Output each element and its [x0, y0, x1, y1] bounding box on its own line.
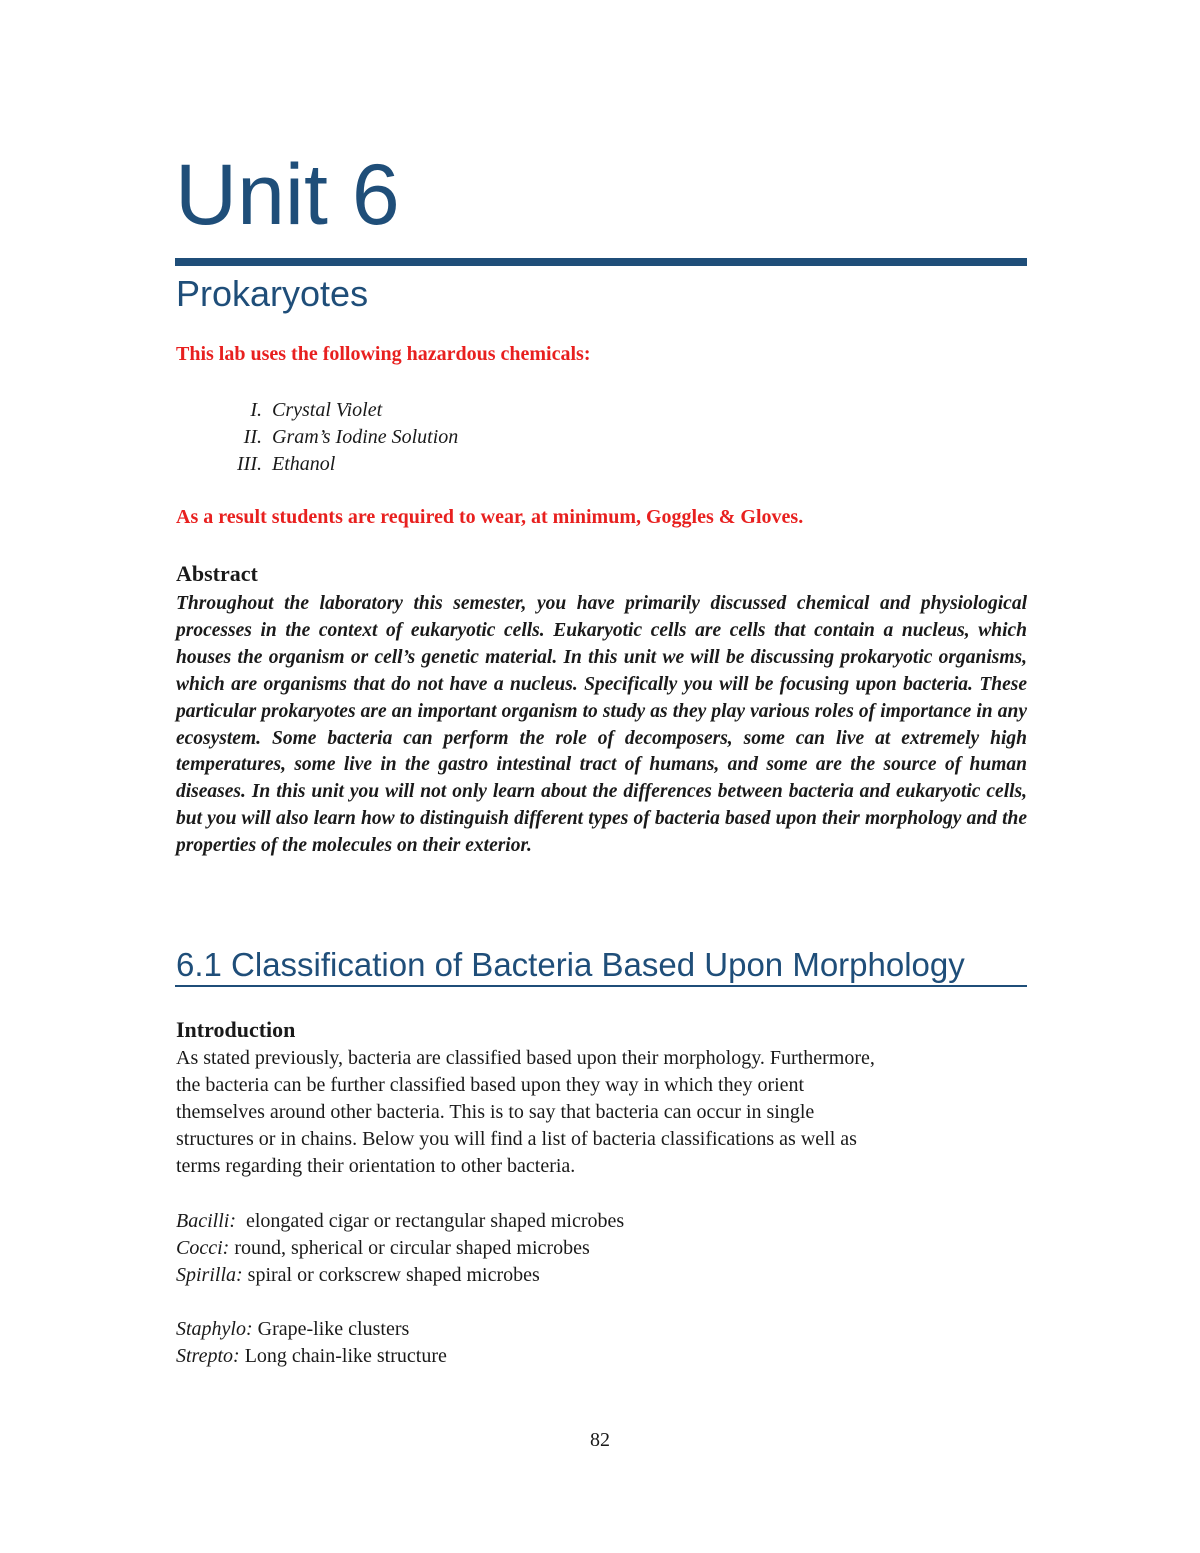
definition-term: Cocci:	[176, 1237, 230, 1259]
intro-line: structures or in chains. Below you will find a list of bacteria classifications as well as	[176, 1128, 857, 1150]
unit-title: Unit 6	[175, 147, 400, 243]
safety-requirement: As a result students are required to wear, at minimum, Goggles & Gloves.	[176, 506, 804, 528]
abstract-body: Throughout the laboratory this semester, you have primarily discussed chemical and physiological processes in the context of eukaryotic cells. Eukaryotic cells are cells that contain a nucleus, which houses the organism or cell’s genetic material. In this unit we will be discussing prokaryotic organisms, which are organisms that do not have a nucleus. Specifically you will be focusing upon bacteria. These particular prokaryotes are an important organism to study as they play various roles of importance in any ecosystem. Some bacteria can perform the role of decomposers, some can live at extremely high temperatures, some live in the gastro intestinal tract of humans, and some are the source of human diseases. In this unit you will not only learn about the differences between bacteria and eukaryotic cells, but you will also learn how to distinguish different types of bacteria based upon their morphology and the properties of the molecules on their exterior.	[176, 593, 1027, 857]
abstract-heading: Abstract	[176, 561, 258, 586]
list-item	[176, 397, 458, 424]
hazard-list	[176, 397, 458, 478]
list-numeral: II.	[243, 426, 262, 448]
arrangement-definitions	[176, 1316, 447, 1370]
definition-row	[176, 1235, 624, 1262]
definition-row	[176, 1316, 447, 1343]
definition-text: Long chain-like structure	[244, 1345, 447, 1367]
definition-text: spiral or corkscrew shaped microbes	[247, 1264, 540, 1286]
list-numeral: III.	[237, 453, 262, 475]
section-rule	[175, 985, 1027, 987]
chemical-name: Crystal Violet	[272, 399, 383, 421]
list-item	[176, 451, 458, 478]
intro-line: terms regarding their orientation to other bacteria.	[176, 1155, 576, 1177]
definition-row	[176, 1343, 447, 1370]
shape-definitions	[176, 1208, 624, 1289]
chemical-name: Ethanol	[272, 453, 336, 475]
intro-line: As stated previously, bacteria are classified based upon their morphology. Furthermore,	[176, 1047, 875, 1069]
definition-term: Spirilla:	[176, 1264, 243, 1286]
introduction-body	[176, 1045, 1027, 1180]
section-title: 6.1 Classification of Bacteria Based Upon Morphology	[176, 946, 965, 983]
definition-text: round, spherical or circular shaped microbes	[234, 1237, 590, 1259]
intro-line: the bacteria can be further classified based upon they way in which they orient	[176, 1074, 805, 1096]
definition-text: Grape-like clusters	[257, 1318, 410, 1340]
intro-line: themselves around other bacteria. This is to say that bacteria can occur in single	[176, 1101, 815, 1123]
unit-subtitle: Prokaryotes	[176, 273, 369, 314]
definition-row	[176, 1208, 624, 1235]
title-rule	[175, 258, 1027, 266]
definition-term: Strepto:	[176, 1345, 240, 1367]
hazard-heading: This lab uses the following hazardous chemicals:	[176, 343, 591, 365]
chemical-name: Gram’s Iodine Solution	[272, 426, 459, 448]
introduction-heading: Introduction	[176, 1017, 296, 1042]
page-number: 82	[590, 1429, 610, 1451]
list-numeral: I.	[250, 399, 262, 421]
definition-text: elongated cigar or rectangular shaped microbes	[245, 1210, 625, 1232]
definition-term: Staphylo:	[176, 1318, 253, 1340]
definition-term: Bacilli:	[176, 1210, 236, 1232]
list-item	[176, 424, 458, 451]
definition-row	[176, 1262, 624, 1289]
